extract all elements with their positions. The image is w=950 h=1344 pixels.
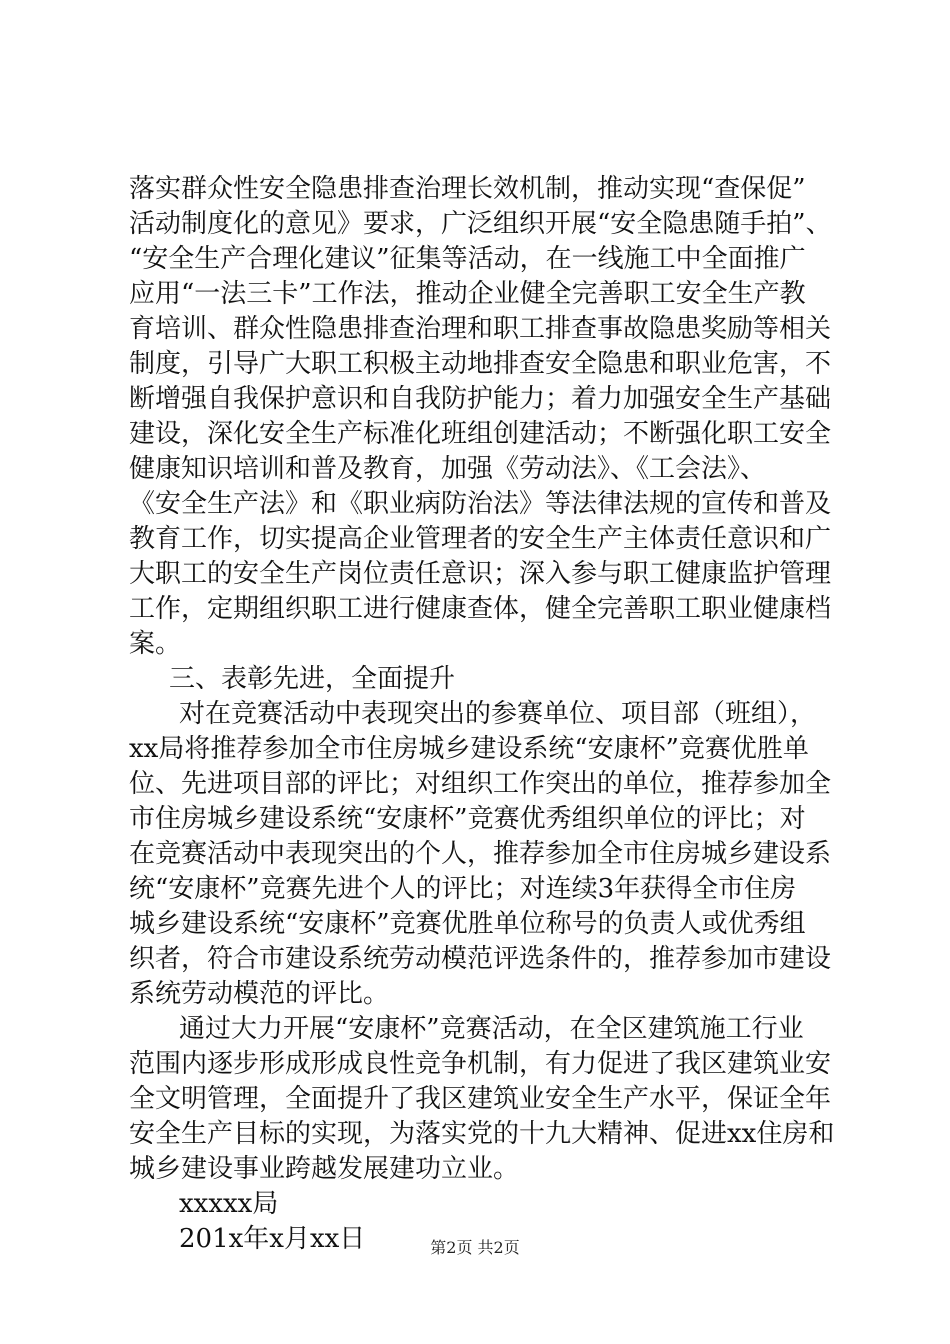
body-line: 教育工作，切实提高企业管理者的安全生产主体责任意识和广 xyxy=(129,524,832,554)
body-line: 应用“一法三卡”工作法，推动企业健全完善职工安全生产教 xyxy=(129,279,806,309)
paragraph-line: xx局将推荐参加全市住房城乡建设系统“安康杯”竞赛优胜单 xyxy=(129,734,809,764)
body-line: 建设，深化安全生产标准化班组创建活动；不断强化职工安全 xyxy=(129,419,832,449)
body-line: 育培训、群众性隐患排查治理和职工排查事故隐患奖励等相关 xyxy=(129,314,832,344)
body-line: 制度，引导广大职工积极主动地排查安全隐患和职业危害，不 xyxy=(129,349,832,379)
page-footer: 第2页 共2页 xyxy=(430,1238,520,1257)
paragraph-line: 对在竞赛活动中表现突出的参赛单位、项目部（班组）， xyxy=(179,699,817,729)
paragraph-line: 通过大力开展“安康杯”竞赛活动，在全区建筑施工行业 xyxy=(179,1014,804,1044)
document-date: 201x年x月xx日 xyxy=(179,1224,366,1254)
body-line: 《安全生产法》和《职业病防治法》等法律法规的宣传和普及 xyxy=(129,489,832,519)
body-line: 大职工的安全生产岗位责任意识；深入参与职工健康监护管理 xyxy=(129,559,832,589)
body-line: 工作，定期组织职工进行健康查体，健全完善职工职业健康档 xyxy=(129,594,832,624)
paragraph-line: 全文明管理，全面提升了我区建筑业安全生产水平，保证全年 xyxy=(129,1084,832,1114)
signature: xxxxx局 xyxy=(179,1189,279,1219)
paragraph-line: 城乡建设系统“安康杯”竞赛优胜单位称号的负责人或优秀组 xyxy=(129,909,806,939)
body-line: 落实群众性安全隐患排查治理长效机制，推动实现“查保促” xyxy=(129,174,806,204)
body-line: 活动制度化的意见》要求，广泛组织开展“安全隐患随手拍”、 xyxy=(129,209,832,239)
paragraph-line: 安全生产目标的实现，为落实党的十九大精神、促进xx住房和 xyxy=(129,1119,835,1149)
paragraph-line: 系统劳动模范的评比。 xyxy=(129,979,390,1009)
paragraph-line: 位、先进项目部的评比；对组织工作突出的单位，推荐参加全 xyxy=(129,769,832,799)
body-line: 断增强自我保护意识和自我防护能力；着力加强安全生产基础 xyxy=(129,384,832,414)
document-body xyxy=(129,172,835,1257)
paragraph-line: 在竞赛活动中表现突出的个人，推荐参加全市住房城乡建设系 xyxy=(129,839,832,869)
body-line: 健康知识培训和普及教育，加强《劳动法》、《工会法》、 xyxy=(129,454,767,484)
section-heading: 三、表彰先进，全面提升 xyxy=(169,664,456,694)
paragraph-line: 织者，符合市建设系统劳动模范评选条件的，推荐参加市建设 xyxy=(129,944,832,974)
paragraph-line: 范围内逐步形成形成良性竞争机制，有力促进了我区建筑业安 xyxy=(129,1049,832,1079)
paragraph-line: 市住房城乡建设系统“安康杯”竞赛优秀组织单位的评比；对 xyxy=(129,804,806,834)
body-line: 案。 xyxy=(129,629,182,659)
body-line: “安全生产合理化建议”征集等活动，在一线施工中全面推广 xyxy=(129,244,806,274)
paragraph-line: 统“安康杯”竞赛先进个人的评比；对连续3年获得全市住房 xyxy=(129,874,797,904)
paragraph-line: 城乡建设事业跨越发展建功立业。 xyxy=(129,1154,520,1184)
